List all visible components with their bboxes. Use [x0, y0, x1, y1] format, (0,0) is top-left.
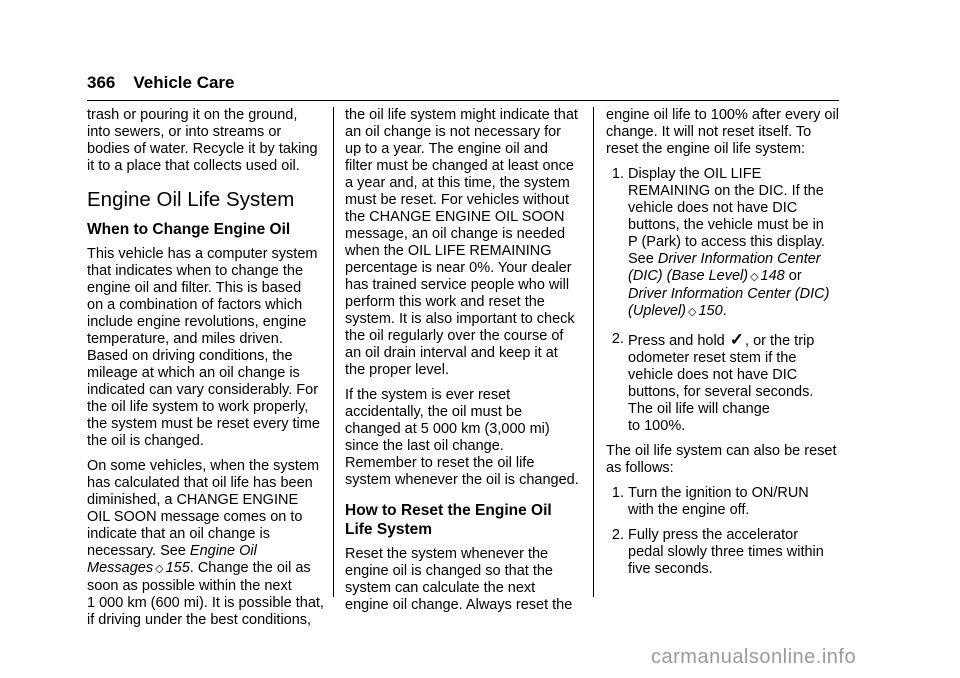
xref-page-number[interactable]: 148 [760, 268, 785, 284]
text-line: must be reset. For vehicles without [345, 192, 570, 208]
text-line [628, 268, 842, 286]
page-reference-arrow-icon: ◇ [155, 563, 164, 575]
text-line: Fully press the accelerator [628, 527, 799, 543]
text-line: the system must be reset every time [87, 416, 320, 432]
text-fragment: or [784, 268, 802, 284]
column-3 [606, 107, 842, 586]
step-1 [606, 166, 842, 321]
text-line: engine oil life to 100% after every oil [606, 107, 839, 123]
text-line: Display the OIL LIFE [628, 166, 762, 182]
text-line: percentage is near 0%. Your dealer [345, 260, 572, 276]
text-line: P (Park) to access this display. [628, 234, 825, 250]
text-line: indicated can vary considerably. For [87, 382, 319, 398]
xref-dic-uplevel[interactable]: (Uplevel) [628, 303, 687, 319]
text-line: has calculated that oil life has been [87, 475, 313, 491]
text-line: Reset the system whenever the [345, 546, 549, 562]
text-fragment: . Change the oil as [189, 560, 311, 576]
text-line: indicate that an oil change is [87, 526, 270, 542]
xref-page-number[interactable]: 155 [165, 560, 190, 576]
text-line: system whenever the oil is changed. [345, 472, 579, 488]
text-line: diminished, a CHANGE ENGINE [87, 492, 299, 508]
text-line [87, 560, 323, 578]
xref-dic-base-level[interactable]: Driver Information Center [657, 251, 821, 267]
page-reference-arrow-icon: ◇ [750, 271, 759, 283]
check-mark-icon: ✓ [729, 330, 745, 349]
subsection-heading: When to Change Engine Oil [87, 221, 291, 238]
column-divider-1 [333, 107, 334, 597]
paragraph-oil-life-indication [345, 107, 581, 379]
text-line: accidentally, the oil must be [345, 404, 523, 420]
text-line: include engine revolutions, engine [87, 314, 307, 330]
text-line: an oil change is not necessary for [345, 124, 562, 140]
text-line: change. It will not reset itself. To [606, 124, 812, 140]
paragraph-accidental-reset [345, 387, 581, 489]
text-line: system can calculate the next [345, 580, 536, 596]
heading-line: Life System [345, 521, 433, 538]
text-line: Turn the ignition to ON/RUN [628, 485, 809, 501]
text-line: The oil life will change [628, 401, 770, 417]
text-line: REMAINING on the DIC. If the [628, 183, 824, 199]
text-line: pedal slowly three times within [628, 544, 824, 560]
text-line: bodies of water. Recycle it by taking [87, 141, 318, 157]
text-line: filter must be changed at least once [345, 158, 574, 174]
paragraph-reset-system [345, 546, 581, 614]
column-1 [87, 107, 323, 637]
text-fragment: , or the trip [745, 333, 815, 349]
text-line: odometer reset stem if the [628, 350, 797, 366]
text-line: the oil regularly over the course of [345, 328, 564, 344]
text-line: five seconds. [628, 561, 713, 577]
text-line: a year and, at this time, the system [345, 175, 570, 191]
text-line: vehicle does not have DIC [628, 367, 798, 383]
text-line: up to a year. The engine oil and [345, 141, 548, 157]
text-line: message, an oil change is needed [345, 226, 566, 242]
column-divider-2 [593, 107, 594, 597]
text-line: the oil life system might indicate that [345, 107, 578, 123]
text-line: buttons, for several seconds. [628, 384, 814, 400]
alt-step-1 [606, 485, 842, 519]
xref-engine-oil-messages[interactable]: Engine Oil [189, 543, 257, 559]
text-line: If the system is ever reset [345, 387, 511, 403]
text-line: vehicle does not have DIC [628, 200, 798, 216]
text-line: OIL SOON message comes on to [87, 509, 303, 525]
text-line: This vehicle has a computer system [87, 246, 318, 262]
paragraph-reset-intro [606, 107, 842, 158]
paragraph-computer-system [87, 246, 323, 450]
text-line: that indicates when to change the [87, 263, 304, 279]
text-line: the CHANGE ENGINE OIL SOON [345, 209, 565, 225]
text-line [628, 286, 842, 303]
section-title: Vehicle Care [133, 73, 235, 92]
text-line: mileage at which an oil change is [87, 365, 300, 381]
text-line: with the engine off. [628, 502, 750, 518]
text-line: engine oil and filter. This is based [87, 280, 302, 296]
see-text: See [628, 251, 658, 267]
text-line: on a combination of factors which [87, 297, 303, 313]
text-line: soon as possible within the next [87, 578, 292, 594]
step-number: 2. [611, 331, 624, 347]
step-2 [606, 331, 842, 435]
text-line: the oil life system to work properly, [87, 399, 309, 415]
text-line: engine oil is changed so that the [345, 563, 553, 579]
text-line: when the OIL LIFE REMAINING [345, 243, 552, 259]
step-number: 2. [611, 527, 624, 543]
text-fragment: . [722, 303, 727, 319]
text-line: an oil drain interval and keep it at [345, 345, 558, 361]
xref-dic-uplevel[interactable]: Driver Information Center (DIC) [628, 286, 830, 302]
intro-paragraph [87, 107, 323, 175]
text-fragment: Press and hold [628, 333, 729, 349]
text-line: the oil is changed. [87, 433, 204, 449]
paragraph-alternate-reset [606, 443, 842, 477]
text-line: perform this work and reset the [345, 294, 545, 310]
page-header [87, 73, 235, 93]
text-line [628, 303, 842, 321]
see-text: necessary. See [87, 543, 190, 559]
heading-line: How to Reset the Engine Oil [345, 502, 552, 519]
text-line: it to a place that collects used oil. [87, 158, 300, 174]
text-line: the proper level. [345, 362, 449, 378]
text-line: trash or pouring it on the ground, [87, 107, 298, 123]
text-line: reset the engine oil life system: [606, 141, 806, 157]
text-line [628, 251, 842, 268]
alt-step-2 [606, 527, 842, 578]
page-reference-arrow-icon: ◇ [688, 306, 697, 318]
text-line: The oil life system can also be reset [606, 443, 837, 459]
text-line: On some vehicles, when the system [87, 458, 320, 474]
step-number: 1. [611, 166, 624, 182]
text-line: temperature, and miles driven. [87, 331, 283, 347]
xref-engine-oil-messages[interactable]: Messages [87, 560, 154, 576]
text-line: Based on driving conditions, the [87, 348, 293, 364]
text-line: engine oil change. Always reset the [345, 597, 573, 613]
text-line: buttons, the vehicle must be in [628, 217, 824, 233]
text-line: has trained service people who will [345, 277, 570, 293]
text-line: 1 000 km (600 mi). It is possible that, [87, 595, 324, 611]
header-rule [87, 100, 839, 101]
text-line: Remember to reset the oil life [345, 455, 535, 471]
text-line: to 100%. [628, 418, 686, 434]
watermark: carmanualsonline.info [651, 646, 857, 668]
text-line: into sewers, or into streams or [87, 124, 282, 140]
column-2 [345, 107, 581, 622]
page-number: 366 [87, 73, 116, 92]
text-line: changed at 5 000 km (3,000 mi) [345, 421, 550, 437]
text-line: since the last oil change. [345, 438, 504, 454]
text-line: if driving under the best conditions, [87, 612, 312, 628]
text-line: as follows: [606, 460, 674, 476]
paragraph-change-message [87, 458, 323, 629]
subsection-heading-reset [345, 501, 581, 539]
xref-page-number[interactable]: 150 [698, 303, 723, 319]
xref-dic-base-level[interactable]: (DIC) (Base Level) [628, 268, 749, 284]
text-line [87, 543, 323, 560]
section-heading: Engine Oil Life System [87, 188, 295, 211]
text-line: system. It is also important to check [345, 311, 575, 327]
text-line [628, 331, 842, 350]
step-number: 1. [611, 485, 624, 501]
